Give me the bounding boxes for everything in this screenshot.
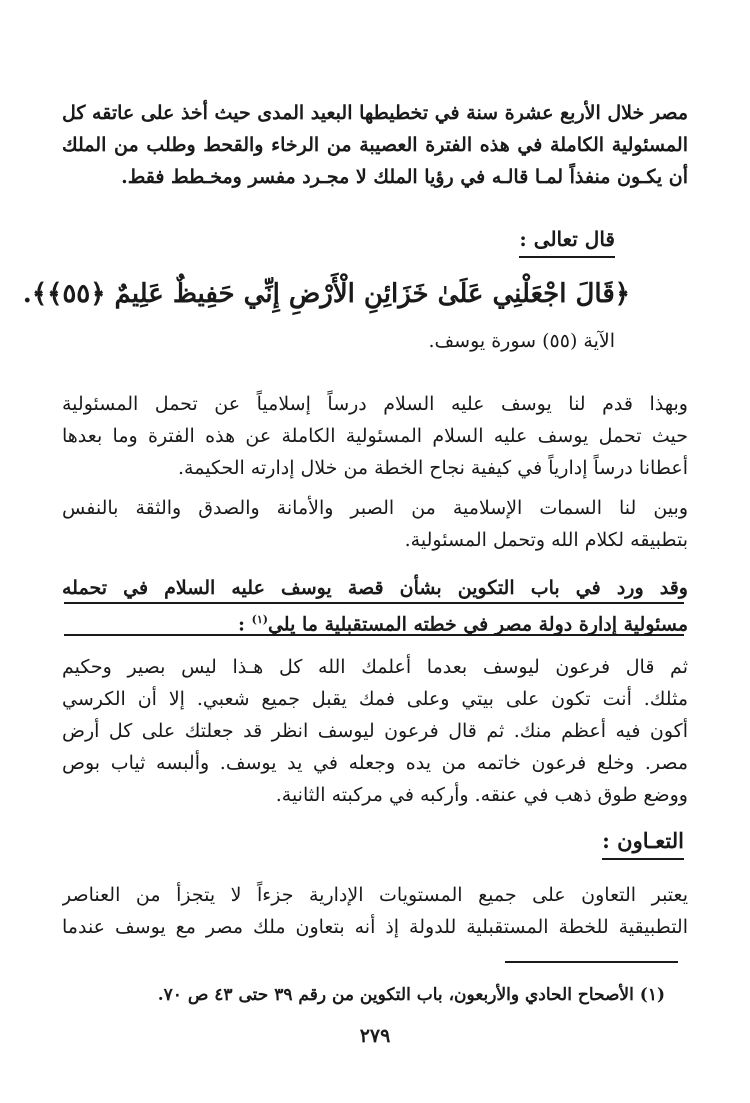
quote-line: مثلك. أنت تكون على بيتي وعلى فمك يقبل جميع شعبي. إلا أن الكرسي [62,688,688,710]
underline-divider [64,634,684,636]
paragraph-line: وبهذا قدم لنا يوسف عليه السلام درساً إسلامياً عن تحمل المسئولية [62,393,688,415]
paragraph-line: حيث تحمل يوسف عليه السلام المسئولية الكاملة عن هذه الفترة وما بعدها [62,425,688,447]
verse-reference: الآية (٥٥) سورة يوسف. [428,330,615,352]
paragraph-line: يعتبر التعاون على جميع المستويات الإدارية جزءاً لا يتجزأ من العناصر [62,884,688,906]
footnote-reference: (١) [251,613,268,626]
intro-line-2: المسئولية الكاملة في هذه الفترة العصيبة من الرخاء والقحط وطلب من الملك [62,134,688,156]
footnote: (١) الأصحاح الحادي والأربعون، باب التكوين من رقم ٣٩ حتى ٤٣ ص ٧٠. [157,985,665,1005]
paragraph-line-text: مسئولية إدارة دولة مصر في خطته المستقبلية ما يلي [267,613,688,636]
section-heading-cooperation: التعـاون : [602,826,684,860]
paragraph-line: بتطبيقه لكلام الله وتحمل المسئولية. [404,529,688,551]
intro-line-1: مصر خلال الأربع عشرة سنة في تخطيطها البعيد المدى حيث أخذ على عاتقه كل [62,102,688,124]
paragraph-line: التطبيقية للخطة المستقبلية للدولة إذ أنه بتعاون ملك مصر مع يوسف عندما [62,916,688,938]
intro-paragraph [62,97,688,193]
paragraph-line: أعطانا درساً إدارياً في كيفية نجاح الخطة من خلال إدارته الحكيمة. [178,457,688,479]
paragraph-colon: : [237,613,252,636]
quote-line: أكون فيه أعظم منك. ثم قال فرعون ليوسف انظر قد جعلتك على كل أرض [62,720,688,742]
paragraph-line: وبين لنا السمات الإسلامية من الصبر والأمانة والصدق والثقة بالنفس [62,497,688,519]
genesis-quote [62,651,688,811]
quote-line: ثم قال فرعون ليوسف بعدما أعلمك الله كل هـذا ليس بصير وحكيم [62,656,688,678]
intro-line-3: أن يكـون منفذاً لمـا قالـه في رؤيا الملك لا مجـرد مفسر ومخـطط فقط. [121,166,688,188]
paragraph-line-with-footnote [62,604,688,636]
paragraph-genesis-intro [62,572,688,636]
paragraph-responsibility [62,388,688,484]
paragraph-line: وقد ورد في باب التكوين بشأن قصة يوسف عليه السلام في تحمله [62,577,688,599]
footnote-separator [505,961,678,963]
quote-line: ووضع طوق ذهب في عنقه. وأركبه في مركبته الثانية. [275,784,688,806]
paragraph-cooperation [62,879,688,943]
quote-line: مصر. وخلع فرعون خاتمه من يده وجعله في يد يوسف. وألبسه ثياب بوص [62,752,688,774]
quran-verse: ﴿قَالَ اجْعَلْنِي عَلَىٰ خَزَائِنِ الْأَرْضِ إِنِّي حَفِيظٌ عَلِيمٌ ﴿٥٥﴾﴾. [22,279,630,309]
paragraph-islamic-traits [62,492,688,556]
underline-divider [64,602,684,604]
page-number: ٢٧٩ [359,1025,391,1047]
verse-heading: قال تعالى : [519,224,615,258]
